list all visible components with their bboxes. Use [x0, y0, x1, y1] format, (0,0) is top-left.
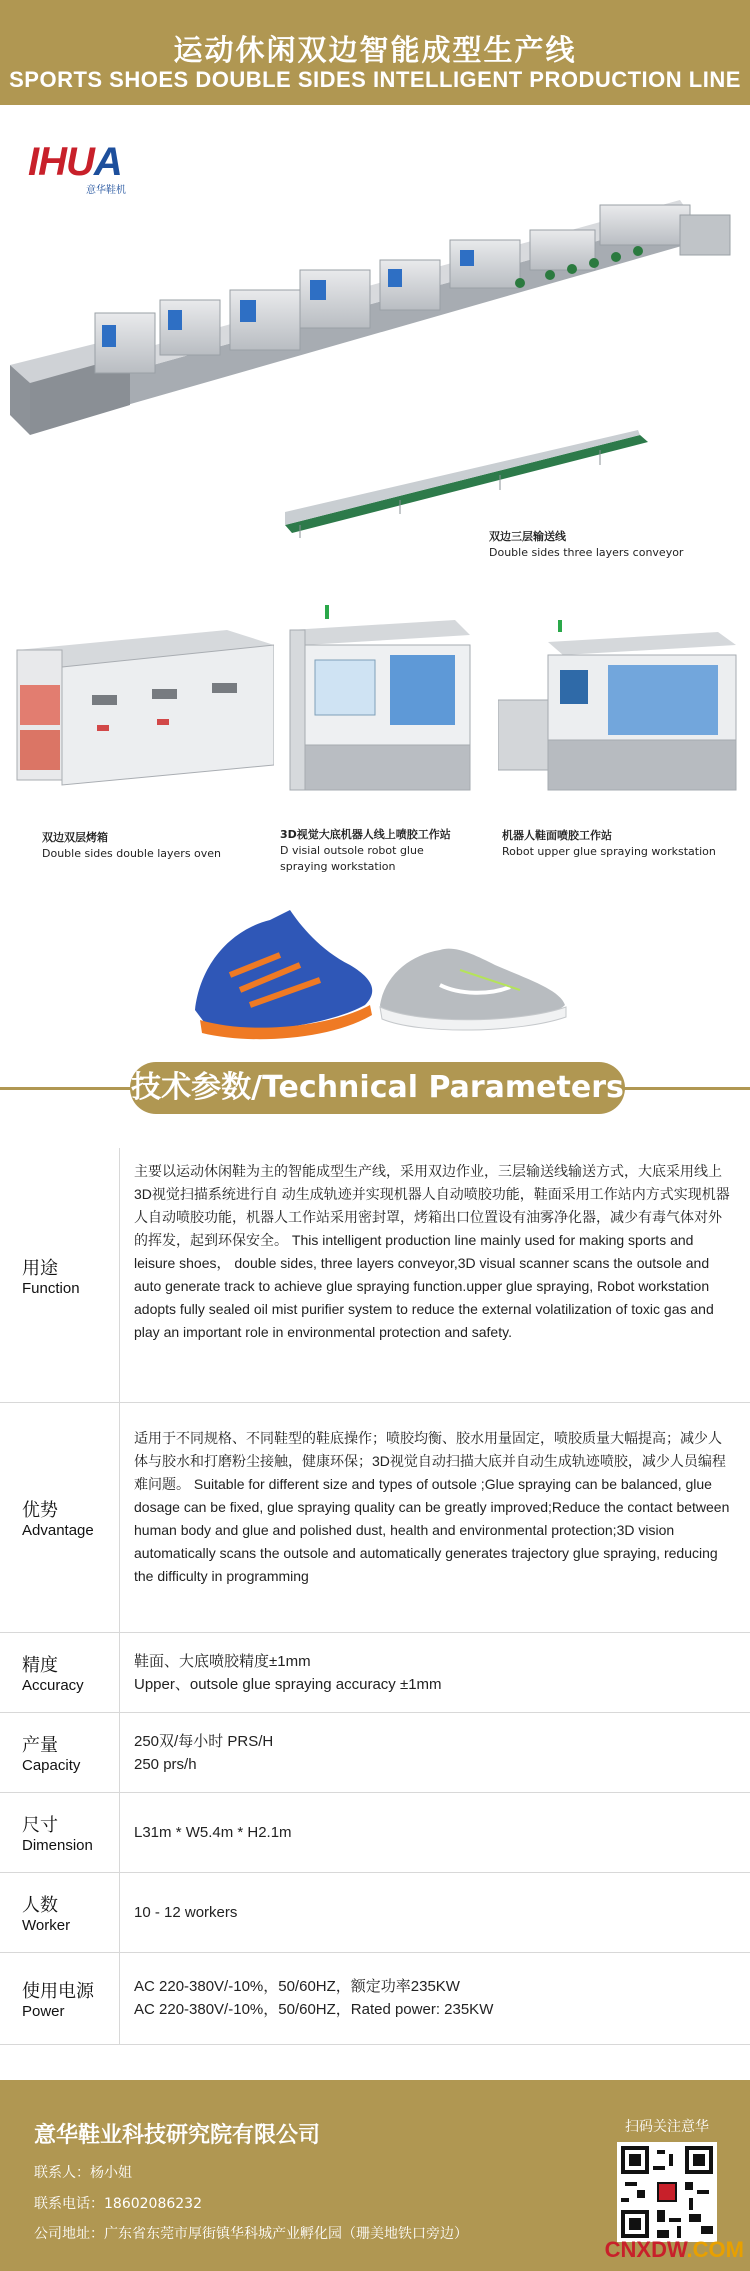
param-row-function [0, 1148, 750, 1403]
footer-address: 公司地址：广东省东莞市厚街镇华科城产业孵化园（珊美地铁口旁边） [34, 2226, 468, 2242]
conveyor-illustration [280, 430, 660, 540]
watermark-main: CNXDW [604, 2237, 687, 2262]
footer-contact: 联系人：杨小姐 [34, 2165, 132, 2181]
caption-oven [42, 830, 221, 862]
param-label-en: Function [22, 1279, 80, 1297]
caption-robot-upper-en: Robot upper glue spraying workstation [502, 845, 716, 858]
caption-oven-en: Double sides double layers oven [42, 847, 222, 860]
param-label-en: Worker [22, 1917, 71, 1934]
caption-robot-3d [280, 827, 451, 875]
watermark [605, 2237, 744, 2263]
param-value [134, 1975, 732, 2021]
company-logo [28, 140, 126, 196]
caption-robot-3d-en1: D visial outsole robot glue [280, 844, 424, 857]
param-value-line1: 10 - 12 workers [134, 1904, 238, 1921]
param-row-worker [0, 1873, 750, 1953]
watermark-suffix: .COM [686, 2237, 744, 2262]
param-label-zh: 产量 [22, 1735, 58, 1756]
param-label [0, 1793, 120, 1872]
caption-conveyor-zh: 双边三层输送线 [489, 530, 566, 543]
caption-oven-zh: 双边双层烤箱 [42, 831, 108, 844]
title-en: SPORTS SHOES DOUBLE SIDES INTELLIGENT PRODUCTION LINE [9, 67, 741, 92]
param-value-line1: 鞋面、大底喷胶精度±1mm [134, 1653, 311, 1670]
logo-mark: IHU [28, 140, 94, 184]
param-label-zh: 尺寸 [22, 1815, 58, 1836]
qr-title: 扫码关注意华 [625, 2119, 709, 2135]
param-value: 主要以运动休闲鞋为主的智能成型生产线，采用双边作业，三层输送线输送方式，大底采用线上3D视觉扫描系统进行自 动生成轨迹并实现机器人自动喷胶功能，鞋面采用工作站内方式实现机器人自动喷胶功能，机器人工作站采用密封罩，烤箱出口位置设有油雾净化器，减少有毒气体对外的挥发，起到环保安全。 This intelligent production line mainly used for making sports and leisure shoes， double sides, three layers conveyor,3D visual scanner scans the outsole and auto generate track to achieve glue spraying function.upper glue spraying, Robot workstation adopts fully sealed oil mist purifier system to reduce the external volatilization of toxic gas and play an important role in environmental protection and safety. [134, 1163, 730, 1340]
caption-conveyor-en: Double sides three layers conveyor [489, 546, 684, 559]
logo-mark-accent: A [93, 140, 122, 184]
param-row-capacity [0, 1713, 750, 1793]
qr-code-icon[interactable] [617, 2142, 717, 2242]
production-line-illustration [0, 195, 750, 445]
param-value-line2: AC 220-380V/-10%，50/60HZ，Rated power: 235KW [134, 2001, 494, 2018]
param-value [134, 1730, 732, 1776]
robot-upper-illustration [498, 620, 738, 795]
param-label [0, 1403, 120, 1632]
param-label-zh: 精度 [22, 1655, 58, 1676]
param-label [0, 1633, 120, 1712]
logo-subtitle: 意华鞋机 [86, 185, 126, 196]
param-row-dimension [0, 1793, 750, 1873]
param-label [0, 1713, 120, 1792]
qr-block [612, 2116, 722, 2242]
caption-robot-3d-en2: spraying workstation [280, 860, 396, 873]
param-label-en: Accuracy [22, 1677, 84, 1694]
param-value [134, 1901, 732, 1924]
param-value-line2: Upper、outsole glue spraying accuracy ±1mm [134, 1676, 442, 1693]
footer-phone: 联系电话：18602086232 [34, 2196, 202, 2212]
param-label [0, 1873, 120, 1952]
param-value [134, 1821, 732, 1844]
param-value: 适用于不同规格、不同鞋型的鞋底操作；喷胶均衡、胶水用量固定，喷胶质量大幅提高；减少人体与胶水和打磨粉尘接触，健康环保；3D视觉自动扫描大底并自动生成轨迹喷胶，减少人员编程难问题。 Suitable for different size and types of outsole ;Glue spraying can be balanced, glue dosage can be fixed, glue spraying quality can be greatly improved;Reduce the contact between human body and glue and polished dust, health and environmental protection;3D vision automatically scans the outsole and automatically generates trajectory glue spraying, reducing the difficulty in programming [134, 1430, 730, 1584]
caption-conveyor [489, 529, 683, 561]
param-label [0, 1953, 120, 2044]
param-value-line1: AC 220-380V/-10%，50/60HZ，额定功率235KW [134, 1978, 460, 1995]
section-title: 技术参数/Technical Parameters [130, 1062, 625, 1114]
oven-illustration [12, 625, 274, 790]
param-value-line1: L31m * W5.4m * H2.1m [134, 1824, 292, 1841]
title-zh: 运动休闲双边智能成型生产线 [173, 33, 577, 67]
param-label-en: Advantage [22, 1522, 94, 1539]
param-row-accuracy [0, 1633, 750, 1713]
param-label-zh: 人数 [22, 1895, 58, 1916]
caption-robot-upper-zh: 机器人鞋面喷胶工作站 [502, 829, 612, 842]
param-row-power [0, 1953, 750, 2045]
param-row-advantage [0, 1403, 750, 1633]
param-value-line2: 250 prs/h [134, 1756, 197, 1773]
param-label-zh: 使用电源 [22, 1981, 94, 2002]
caption-robot-3d-zh: 3D视觉大底机器人线上喷胶工作站 [280, 828, 451, 841]
header-banner [0, 0, 750, 105]
footer-company: 意华鞋业科技研究院有限公司 [34, 2123, 321, 2148]
shoes-illustration [190, 895, 575, 1045]
caption-robot-upper [502, 828, 716, 860]
param-value-line1: 250双/每小时 PRS/H [134, 1733, 274, 1750]
param-label [0, 1148, 120, 1402]
param-label-en: Dimension [22, 1837, 93, 1854]
robot-3d-illustration [285, 605, 475, 795]
param-value [134, 1650, 732, 1696]
param-label-en: Power [22, 2003, 65, 2020]
param-label-en: Capacity [22, 1757, 81, 1774]
param-label-zh: 优势 [22, 1500, 58, 1521]
param-label-zh: 用途 [22, 1257, 58, 1279]
